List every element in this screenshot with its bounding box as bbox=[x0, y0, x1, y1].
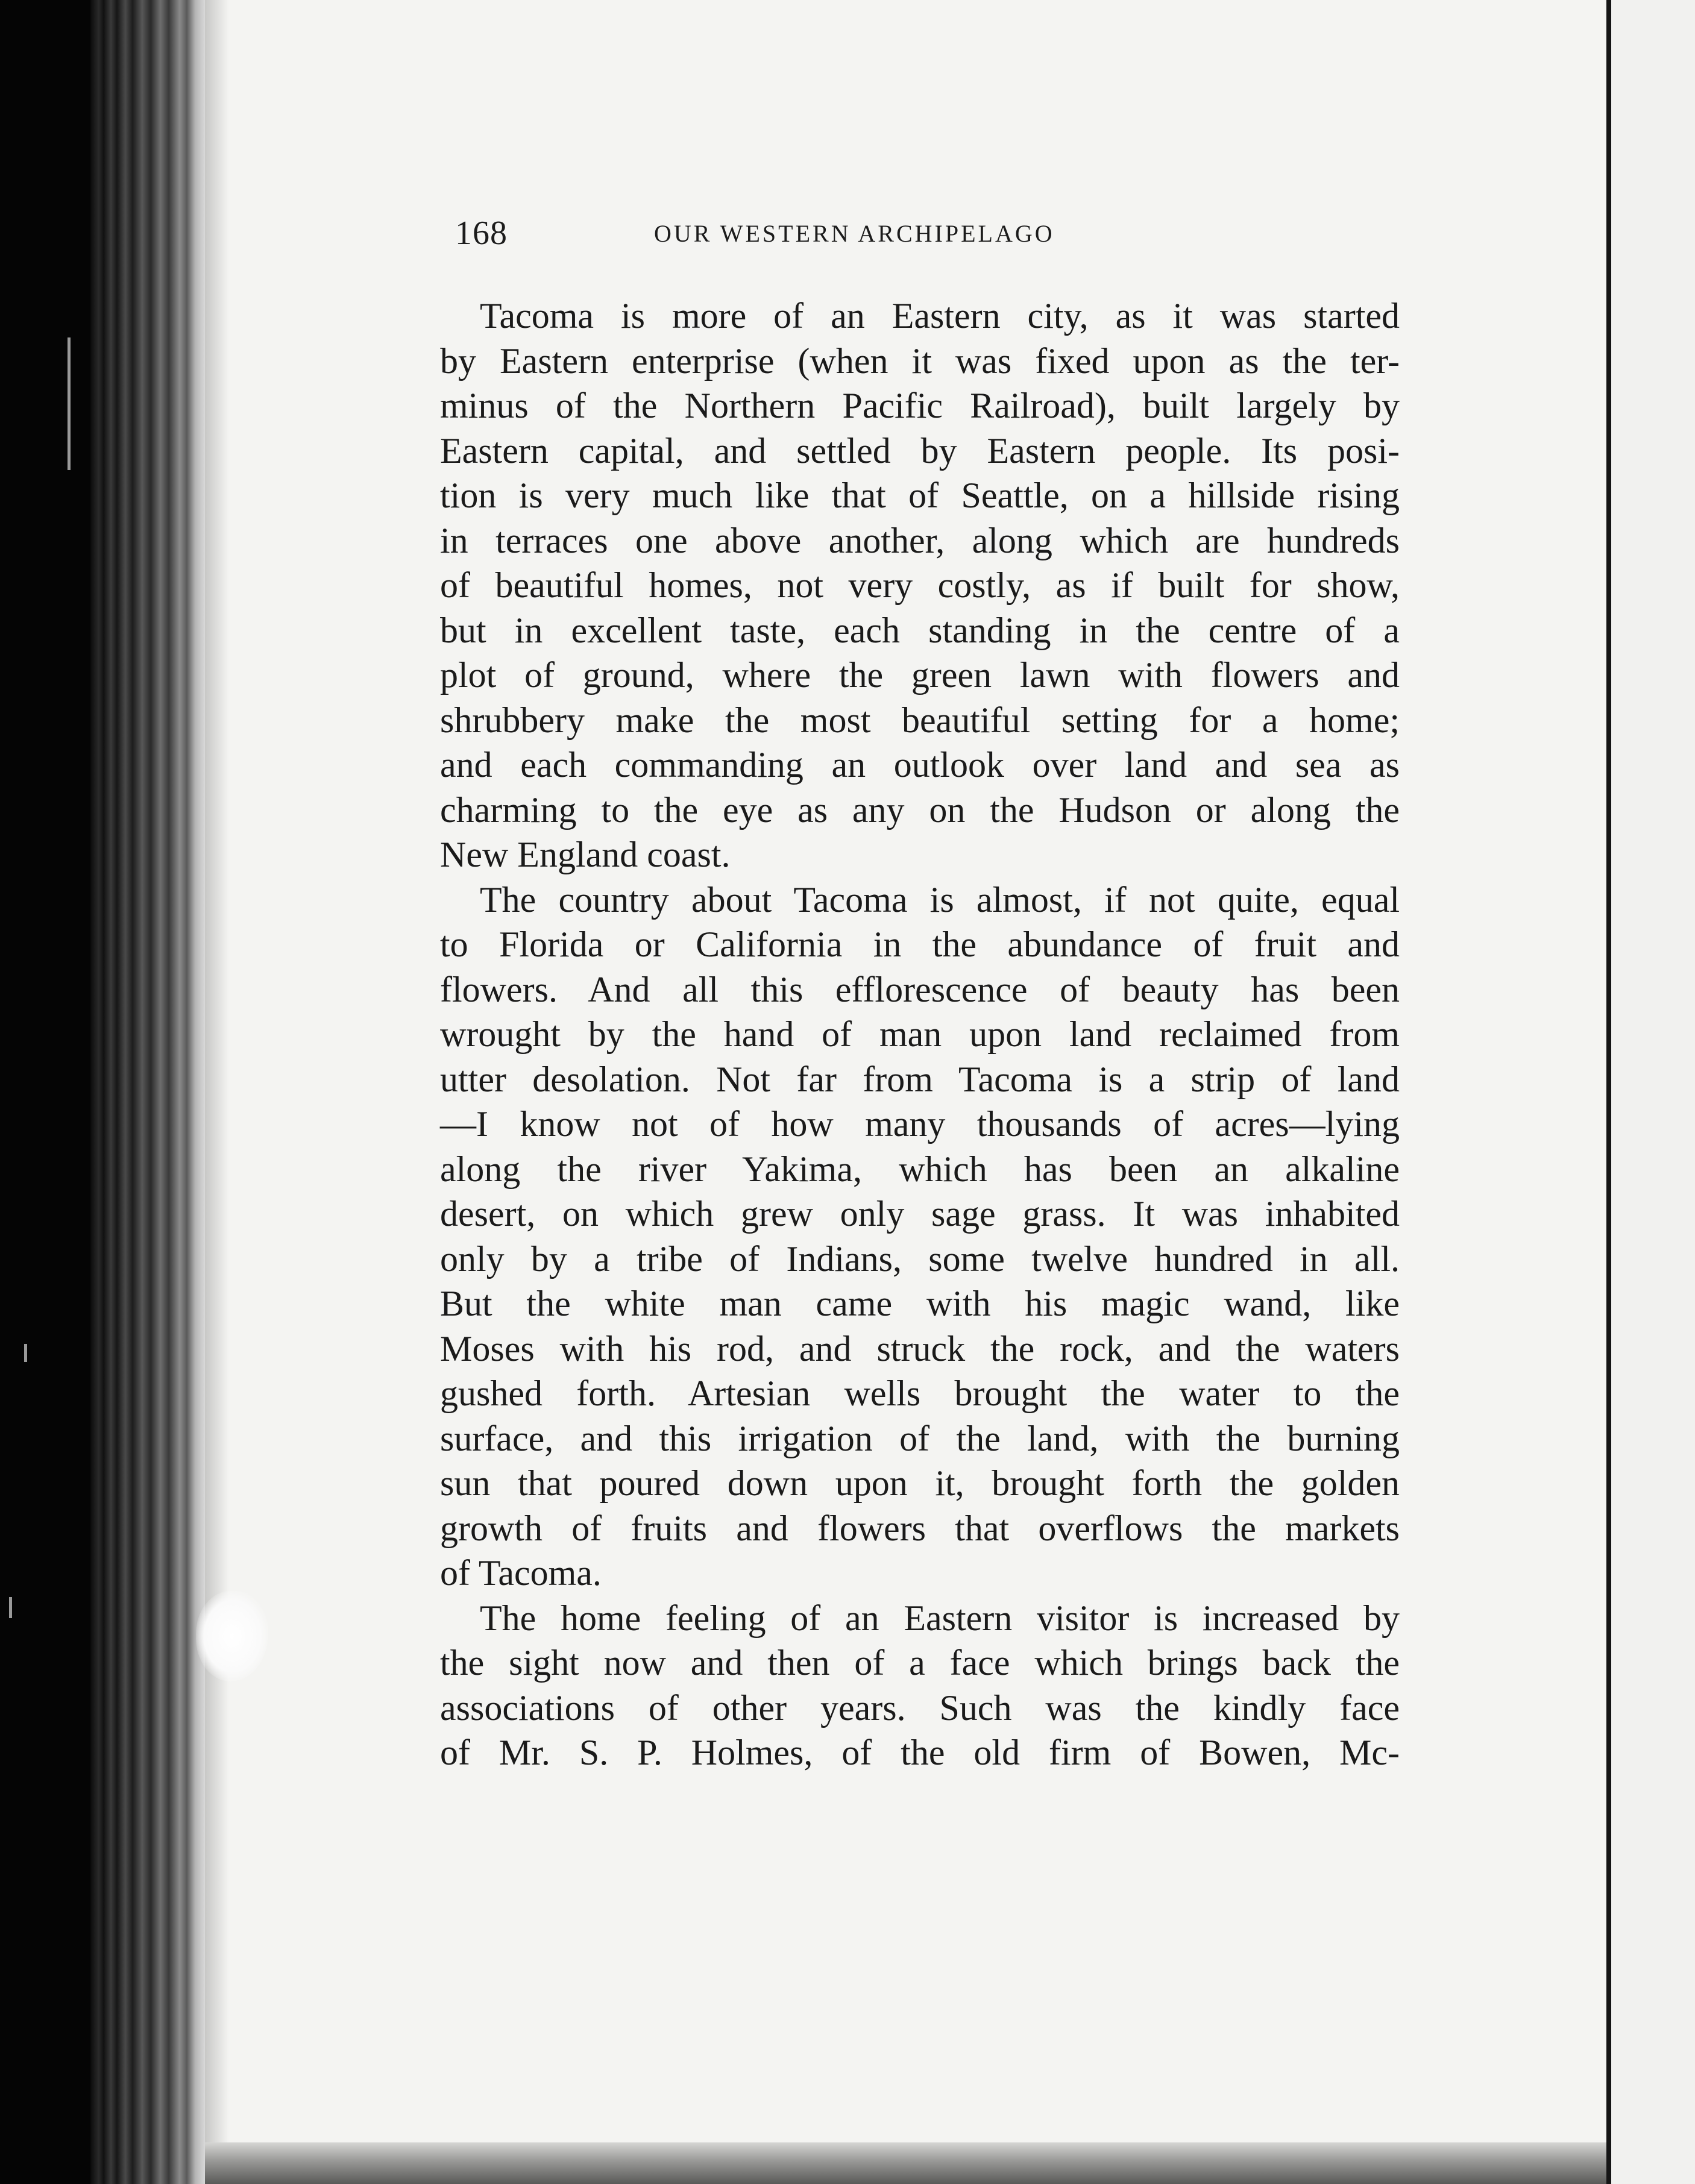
text-line: The home feeling of an Eastern visitor is increased by bbox=[480, 1598, 1400, 1638]
text-line: gushed forth. Artesian wells brought the water to the bbox=[440, 1373, 1400, 1413]
text-line: and each commanding an outlook over land and sea as bbox=[440, 745, 1400, 785]
text-line: only by a tribe of Indians, some twelve hundred in all. bbox=[440, 1238, 1400, 1279]
page-number: 168 bbox=[455, 215, 508, 252]
page-divider bbox=[1606, 0, 1611, 2184]
text-line: associations of other years. Such was the kindly face bbox=[440, 1687, 1400, 1728]
text-line: of Tacoma. bbox=[440, 1553, 602, 1593]
text-line: wrought by the hand of man upon land reclaimed from bbox=[440, 1014, 1400, 1054]
text-line: surface, and this irrigation of the land, with the burning bbox=[440, 1418, 1400, 1458]
text-line: tion is very much like that of Seattle, on a hillside rising bbox=[440, 475, 1400, 515]
text-line: minus of the Northern Pacific Railroad), built largely by bbox=[440, 386, 1400, 425]
text-line: Eastern capital, and settled by Eastern people. Its posi- bbox=[440, 430, 1400, 471]
body-text bbox=[440, 293, 1400, 1775]
text-line: shrubbery make the most beautiful setting for a home; bbox=[440, 700, 1400, 740]
text-line: growth of fruits and flowers that overflows the markets bbox=[440, 1508, 1400, 1548]
text-line: utter desolation. Not far from Tacoma is a strip of land bbox=[440, 1059, 1400, 1099]
gutter-shadow bbox=[205, 0, 229, 2184]
text-line: to Florida or California in the abundance of fruit and bbox=[440, 924, 1400, 964]
text-line: of beautiful homes, not very costly, as if built for show, bbox=[440, 565, 1400, 605]
text-line: plot of ground, where the green lawn with flowers and bbox=[440, 655, 1400, 695]
text-line: But the white man came with his magic wand, like bbox=[440, 1284, 1400, 1323]
text-line: Tacoma is more of an Eastern city, as it was started bbox=[480, 296, 1400, 336]
text-line: charming to the eye as any on the Hudson or along the bbox=[440, 789, 1400, 830]
text-line: the sight now and then of a face which brings back the bbox=[440, 1643, 1400, 1683]
text-line: in terraces one above another, along which are hundreds bbox=[440, 520, 1400, 560]
text-line: sun that poured down upon it, brought forth the golden bbox=[440, 1463, 1400, 1503]
running-title: OUR WESTERN ARCHIPELAGO bbox=[654, 220, 1055, 247]
text-line: Moses with his rod, and struck the rock, and the waters bbox=[440, 1328, 1400, 1369]
text-line: desert, on which grew only sage grass. It was inhabited bbox=[440, 1194, 1400, 1234]
binding-mark bbox=[24, 1344, 27, 1362]
running-head bbox=[455, 212, 1172, 254]
text-line: along the river Yakima, which has been an alkaline bbox=[440, 1149, 1400, 1189]
text-line: but in excellent taste, each standing in the centre of a bbox=[440, 610, 1400, 650]
page-bottom-edge bbox=[205, 2142, 1606, 2184]
text-line: by Eastern enterprise (when it was fixed upon as the ter- bbox=[440, 340, 1400, 381]
text-line: New England coast. bbox=[440, 835, 731, 874]
book-binding-edge bbox=[90, 0, 205, 2184]
binding-mark bbox=[68, 337, 71, 470]
binding-mark bbox=[9, 1597, 12, 1618]
text-line: The country about Tacoma is almost, if not quite, equal bbox=[480, 879, 1400, 920]
text-line: —I know not of how many thousands of acres—lying bbox=[440, 1104, 1400, 1144]
text-line: of Mr. S. P. Holmes, of the old firm of Bowen, Mc- bbox=[440, 1733, 1400, 1772]
adjacent-page-edge bbox=[1611, 0, 1695, 2184]
text-line: flowers. And all this efflorescence of beauty has been bbox=[440, 969, 1400, 1009]
